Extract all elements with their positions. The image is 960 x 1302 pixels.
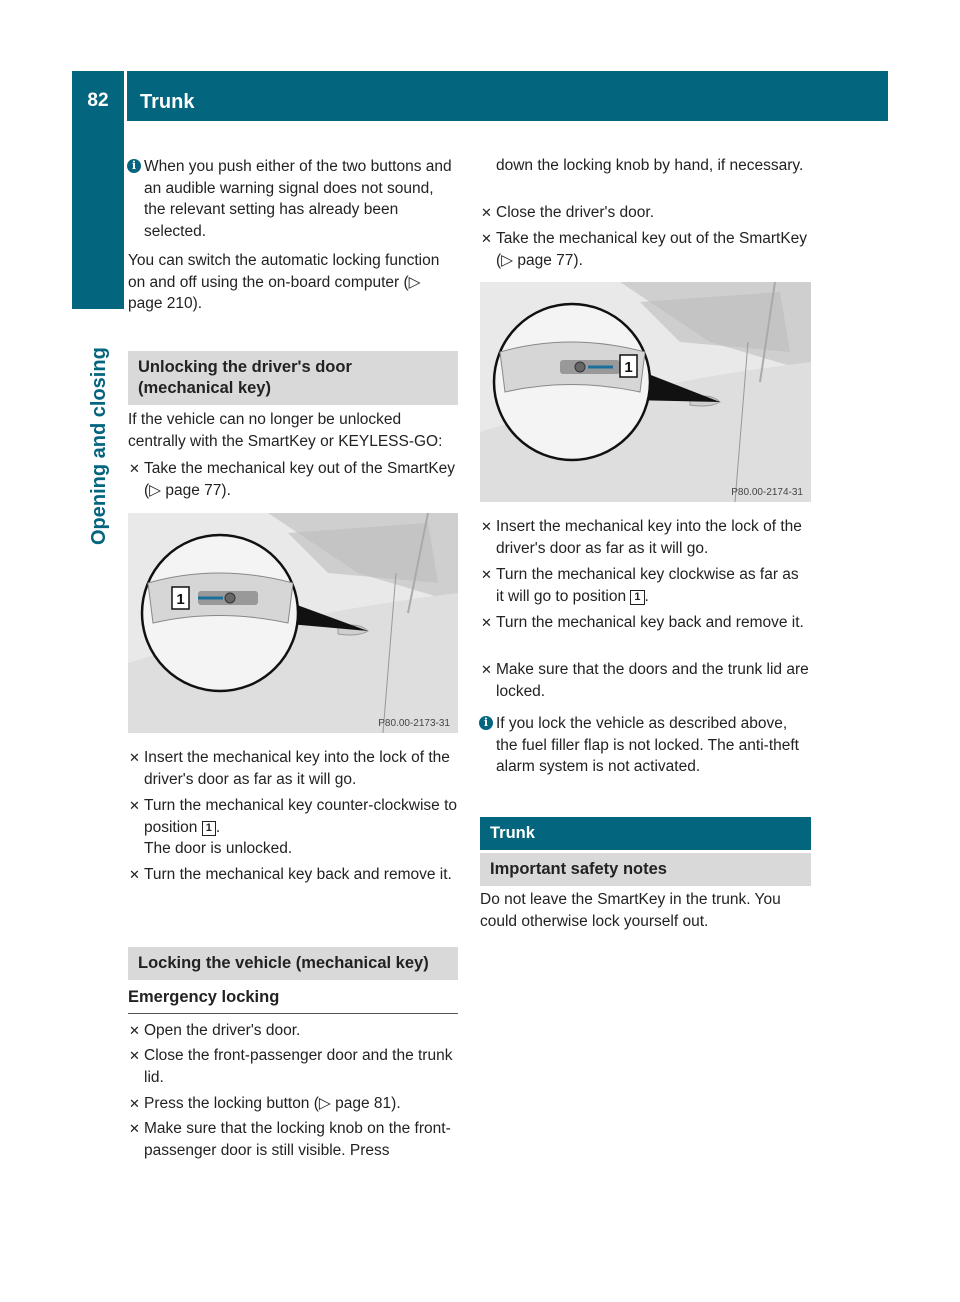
info-note-text: If you lock the vehicle as described above, the fuel filler flap is not locked. The anti-theft alarm system is not activated.: [496, 715, 799, 775]
figure-code: P80.00-2174-31: [731, 487, 803, 498]
step-text: Turn the mechanical key back and remove it.: [496, 614, 804, 631]
step-text: Insert the mechanical key into the lock of the driver's door as far as it will go.: [496, 518, 802, 557]
info-note: [128, 156, 458, 242]
position-marker: 1: [202, 821, 216, 836]
step-item: [128, 795, 460, 860]
step-arrow-icon: ✕: [481, 231, 492, 246]
step-item: [128, 1118, 458, 1161]
section-heading-safety: Important safety notes: [480, 853, 811, 886]
step-text: Close the driver's door.: [496, 204, 655, 221]
step-item: [128, 458, 458, 501]
figure-callout-label: 1: [624, 359, 633, 376]
step-item: [480, 564, 810, 607]
step-arrow-icon: ✕: [129, 867, 140, 882]
step-arrow-icon: ✕: [129, 1048, 140, 1063]
step-arrow-icon: ✕: [129, 1121, 140, 1136]
step-text: down the locking knob by hand, if necessary.: [496, 157, 804, 174]
header-divider: [124, 71, 127, 121]
paragraph: Do not leave the SmartKey in the trunk. You could otherwise lock yourself out.: [480, 891, 781, 930]
figure-callout-label: 1: [176, 591, 185, 608]
step-result: The door is unlocked.: [144, 840, 293, 857]
step-text-end: .: [215, 818, 221, 836]
step-item: [480, 202, 810, 224]
subheading-emergency-locking: Emergency locking: [128, 987, 458, 1014]
info-note-text: When you push either of the two buttons and an audible warning signal does not sound, the relevant setting has already been selected.: [144, 158, 452, 240]
step-arrow-icon: ✕: [129, 750, 140, 765]
step-arrow-icon: ✕: [481, 567, 492, 582]
step-text: Make sure that the locking knob on the front-passenger door is still visible. Press: [144, 1120, 451, 1159]
step-text: Turn the mechanical key clockwise as far as it will go to position: [496, 566, 799, 605]
step-text: Open the driver's door.: [144, 1022, 301, 1039]
page-title: Trunk: [140, 91, 195, 113]
step-text: Turn the mechanical key counter-clockwise to position: [144, 797, 458, 836]
step-item: [128, 1020, 458, 1042]
step-item: [128, 747, 458, 790]
step-text: Turn the mechanical key back and remove it.: [144, 866, 452, 883]
section-heading-trunk: Trunk: [480, 817, 811, 850]
figure-illustration: [128, 513, 458, 733]
figure-illustration: [480, 282, 811, 502]
step-continuation: [480, 155, 810, 177]
info-note: [480, 713, 812, 778]
step-arrow-icon: ✕: [481, 615, 492, 630]
side-tab-block: [72, 121, 124, 309]
figure-code: P80.00-2173-31: [378, 718, 450, 729]
page-number: 82: [87, 90, 109, 111]
step-arrow-icon: ✕: [481, 205, 492, 220]
section-heading-lock: Locking the vehicle (mechanical key): [128, 947, 458, 980]
step-item: [128, 1093, 458, 1115]
step-item: [480, 659, 812, 702]
position-marker: 1: [630, 590, 644, 605]
step-text: Insert the mechanical key into the lock of the driver's door as far as it will go.: [144, 749, 450, 788]
step-arrow-icon: ✕: [129, 798, 140, 813]
step-arrow-icon: ✕: [481, 662, 492, 677]
step-arrow-icon: ✕: [481, 519, 492, 534]
info-icon: i: [479, 716, 493, 730]
step-arrow-icon: ✕: [129, 461, 140, 476]
step-text: Take the mechanical key out of the SmartKey (▷ page 77).: [496, 230, 808, 269]
step-text: Make sure that the doors and the trunk lid are locked.: [496, 661, 809, 700]
figure-door-handle-1: [128, 513, 458, 733]
step-item: [480, 228, 810, 271]
step-arrow-icon: ✕: [129, 1023, 140, 1038]
step-item: [480, 516, 810, 559]
step-arrow-icon: ✕: [129, 1096, 140, 1111]
side-label: Opening and closing: [88, 347, 110, 545]
info-icon: i: [127, 159, 141, 173]
step-text: Close the front-passenger door and the trunk lid.: [144, 1047, 453, 1086]
figure-door-handle-2: [480, 282, 811, 502]
step-text: Press the locking button (▷ page 81).: [144, 1095, 401, 1112]
section-heading-unlock: Unlocking the driver's door (mechanical key): [128, 351, 458, 405]
step-item: [128, 1045, 458, 1088]
step-text: Take the mechanical key out of the SmartKey (▷ page 77).: [144, 460, 456, 499]
step-item: [480, 612, 812, 634]
step-item: [128, 864, 458, 886]
paragraph: If the vehicle can no longer be unlocked centrally with the SmartKey or KEYLESS-GO:: [128, 411, 443, 450]
paragraph: You can switch the automatic locking function on and off using the on-board computer (▷ page 210).: [128, 252, 440, 312]
step-text-end: .: [644, 587, 649, 605]
